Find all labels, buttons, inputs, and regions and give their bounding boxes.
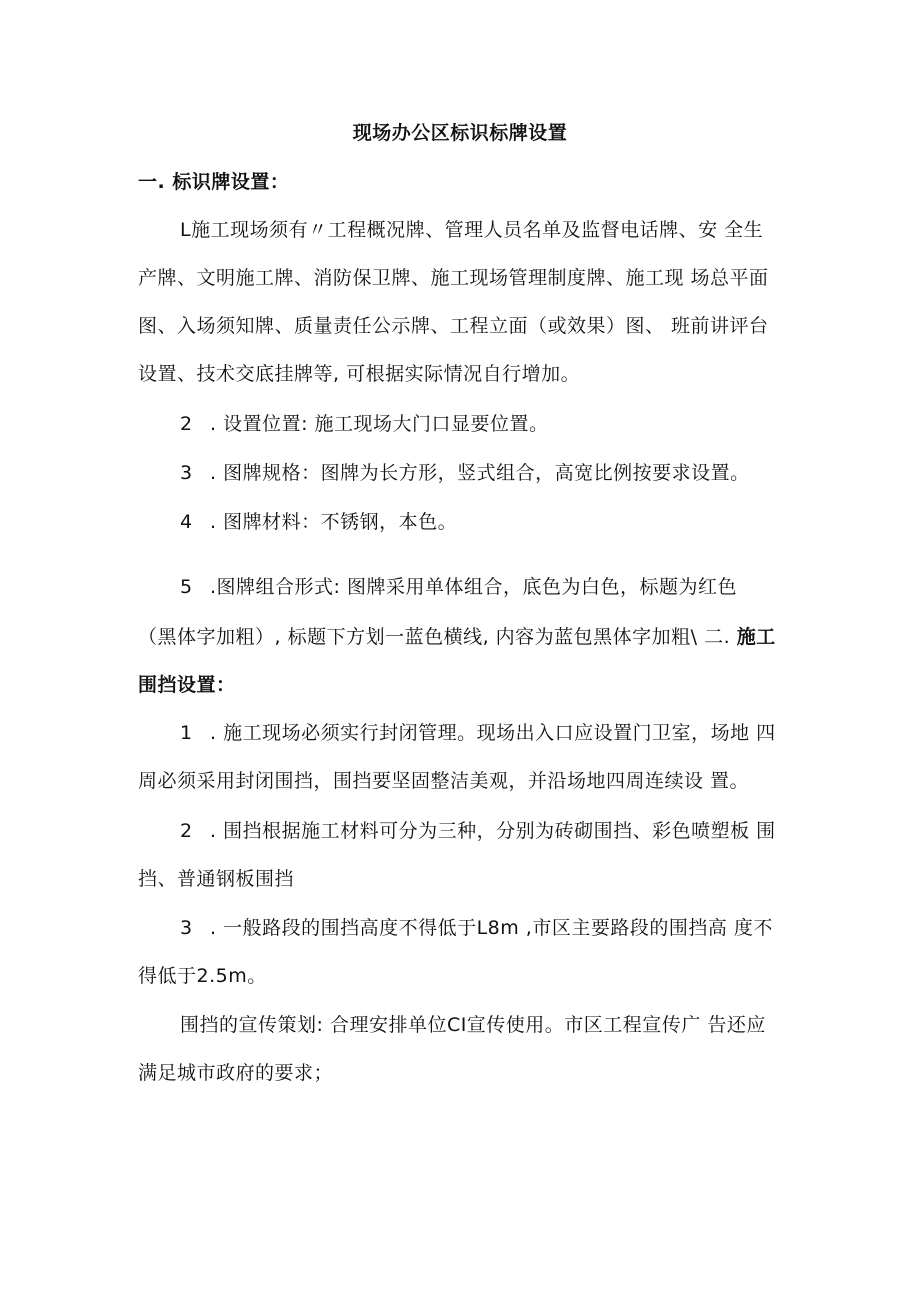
paragraph-line: 图、入场须知牌、质量责任公示牌、工程立面（或效果）图、 班前讲评台 (138, 315, 769, 337)
paragraph-line: 挡、普通钢板围挡 (138, 868, 295, 890)
list-item (180, 458, 790, 488)
list-item (180, 816, 790, 846)
list-item (180, 718, 790, 748)
list-item-number: 4 (180, 511, 193, 533)
section-heading-signs: 一. 标识牌设置： (138, 171, 290, 193)
list-item (180, 913, 790, 943)
list-item (180, 409, 790, 439)
list-item-number: 2 (180, 820, 193, 842)
paragraph-line: L施工现场须有〃工程概况牌、管理人员名单及监督电话牌、安 全生 (180, 219, 764, 241)
list-item-text: . 图牌材料：不锈钢，本色。 (210, 511, 458, 533)
section-heading-fence: 围挡设置： (138, 674, 236, 696)
paragraph-text: （黑体字加粗）, 标题下方划一蓝色横线, 内容为蓝包黑体字加粗\ 二. (138, 626, 737, 648)
paragraph-line: 得低于2.5m。 (138, 965, 267, 987)
paragraph-line: 产牌、文明施工牌、消防保卫牌、施工现场管理制度牌、施工现 场总平面 (138, 267, 769, 289)
list-item-number: 1 (180, 722, 193, 744)
paragraph-line: 满足城市政府的要求； (138, 1062, 334, 1084)
list-item-text: . 图牌规格：图牌为长方形，竖式组合，高宽比例按要求设置。 (210, 462, 750, 484)
list-item-text: .图牌组合形式: 图牌采用单体组合，底色为白色，标题为红色 (210, 576, 737, 598)
list-item-number: 3 (180, 917, 193, 939)
list-item (180, 572, 790, 602)
list-item-text: . 一般路段的围挡高度不得低于L8m ,市区主要路段的围挡高 度不 (210, 917, 773, 939)
list-item-number: 2 (180, 413, 193, 435)
list-item-text: . 围挡根据施工材料可分为三种，分别为砖砌围挡、彩色喷塑板 围 (210, 820, 776, 842)
list-item-number: 3 (180, 462, 193, 484)
list-item-text: . 施工现场必须实行封闭管理。现场出入口应设置门卫室，场地 四 (210, 722, 776, 744)
paragraph-line (138, 622, 788, 652)
paragraph-line: 围挡的宣传策划: 合理安排单位CI宣传使用。市区工程宣传广 告还应 (180, 1014, 766, 1036)
list-item-text: . 设置位置: 施工现场大门口显要位置。 (210, 413, 549, 435)
paragraph-line: 周必须采用封闭围挡，围挡要坚固整洁美观，并沿场地四周连续设 置。 (138, 770, 750, 792)
paragraph-line: 设置、技术交底挂牌等, 可根据实际情况自行增加。 (138, 363, 581, 385)
list-item-number: 5 (180, 576, 193, 598)
list-item (180, 507, 790, 537)
section-heading-fence-start: 施工 (736, 626, 776, 648)
page-title: 现场办公区标识标牌设置 (352, 122, 568, 144)
